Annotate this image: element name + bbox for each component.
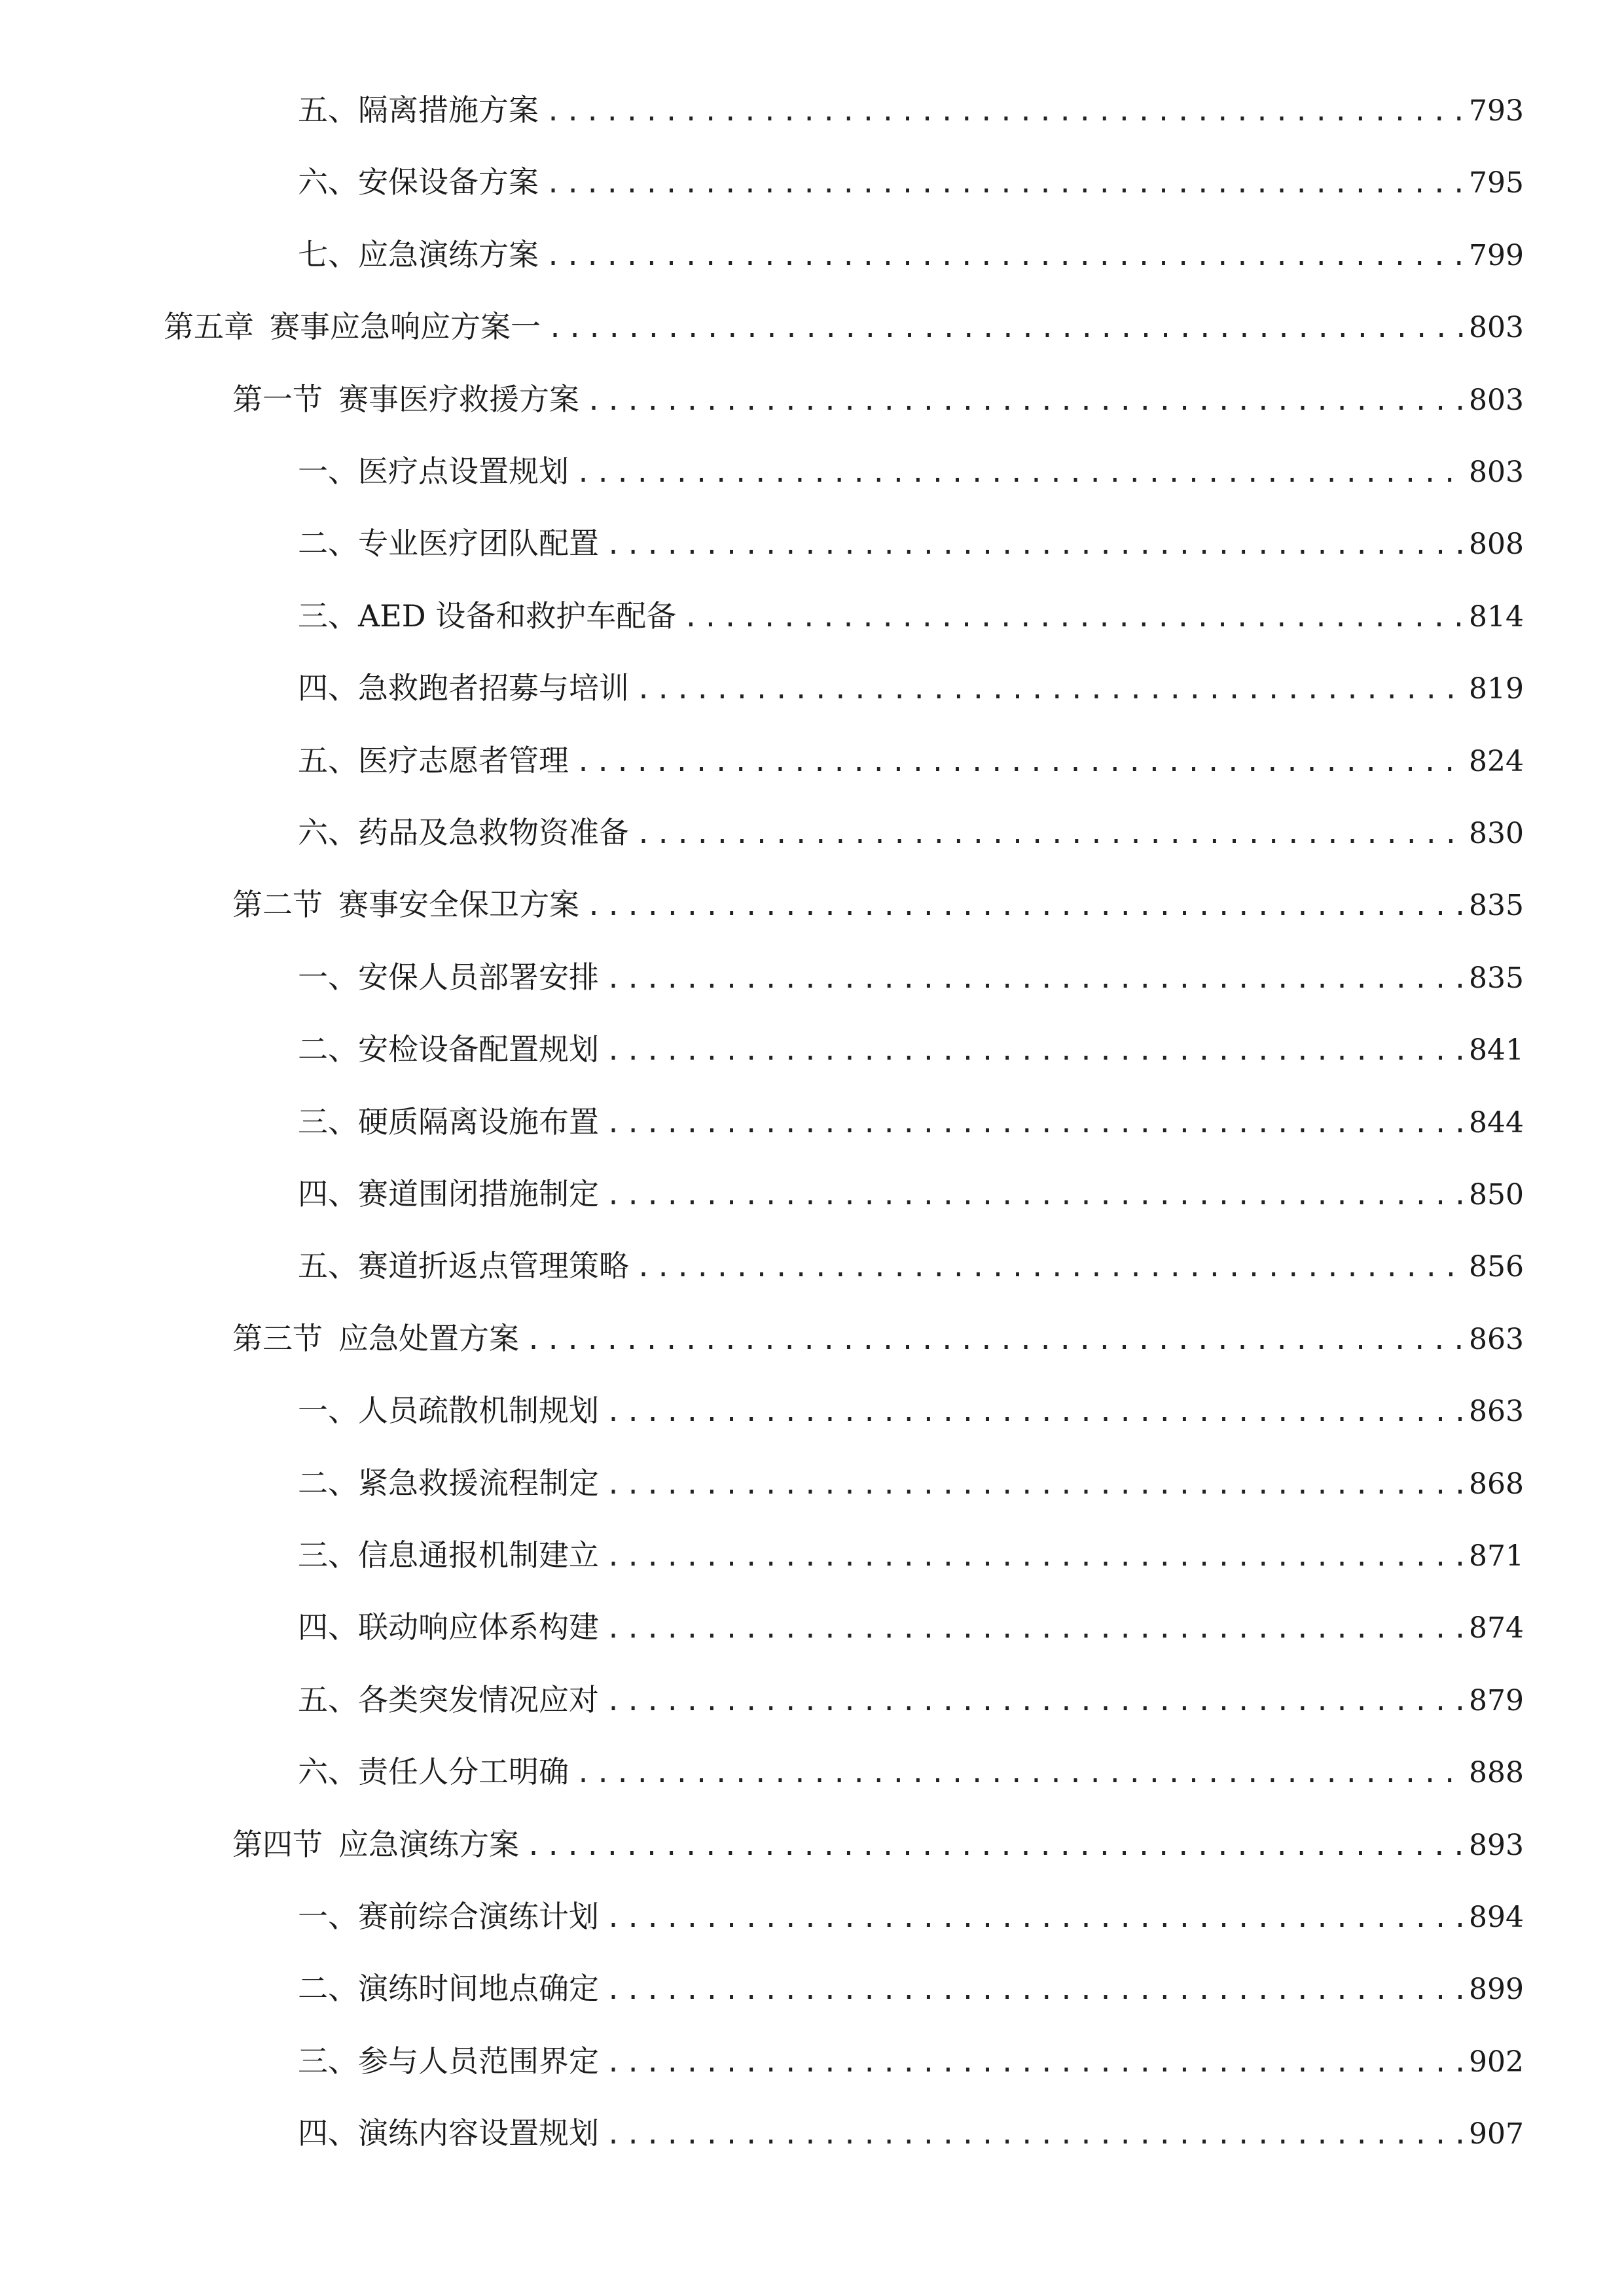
- toc-entry-title: 专业医疗团队配置: [358, 526, 599, 562]
- toc-entry-line: [298, 662, 1524, 716]
- toc-entry[interactable]: [0, 300, 1624, 353]
- toc-entry-number: 二、: [298, 526, 358, 562]
- toc-entry-title: 紧急救援流程制定: [358, 1465, 599, 1501]
- toc-entry-line: [298, 517, 1524, 571]
- toc-entry-number: 三、: [298, 1537, 358, 1573]
- toc-entry-line: [298, 590, 1524, 644]
- toc-entry-page-number: 888: [1469, 1756, 1524, 1790]
- toc-entry-title: 责任人分工明确: [358, 1754, 569, 1790]
- toc-entry-number: 第一节: [232, 381, 323, 417]
- toc-entry[interactable]: [0, 590, 1624, 642]
- dot-leader: [605, 1098, 1465, 1150]
- toc-entry-title: 应急处置方案: [338, 1320, 519, 1356]
- toc-entry-number: 第二节: [232, 887, 323, 923]
- toc-entry-number: 三、: [298, 2043, 358, 2079]
- toc-entry-title: 硬质隔离设施布置: [358, 1103, 599, 1139]
- toc-entry[interactable]: [0, 1601, 1624, 1653]
- toc-entry[interactable]: [0, 1384, 1624, 1437]
- toc-entry[interactable]: [0, 2107, 1624, 2159]
- toc-entry-line: [232, 1312, 1524, 1367]
- toc-entry-line: [298, 1168, 1524, 1222]
- toc-entry-title: 各类突发情况应对: [358, 1681, 599, 1717]
- toc-entry-page-number: 835: [1469, 961, 1524, 995]
- toc-entry[interactable]: [0, 1890, 1624, 1943]
- toc-entry-line: [298, 156, 1524, 210]
- toc-entry-line: [298, 1240, 1524, 1294]
- toc-entry-line: [298, 1962, 1524, 2017]
- toc-entry-title: 安保人员部署安排: [358, 959, 599, 995]
- toc-entry-line: [298, 734, 1524, 789]
- toc-entry-page-number: 856: [1469, 1250, 1524, 1284]
- toc-entry-title: 隔离措施方案: [358, 92, 539, 128]
- toc-entry-page-number: 808: [1469, 528, 1524, 562]
- toc-entry[interactable]: [0, 1674, 1624, 1726]
- dot-leader: [605, 1025, 1465, 1077]
- dot-leader: [605, 1964, 1465, 2017]
- toc-entry[interactable]: [0, 878, 1624, 931]
- toc-entry-title: 赛道围闭措施制定: [358, 1176, 599, 1211]
- dot-leader: [575, 1748, 1465, 1800]
- toc-entry-page-number: 841: [1469, 1033, 1524, 1067]
- dot-leader: [605, 1603, 1465, 1655]
- toc-entry-line: [298, 228, 1524, 283]
- toc-entry-page-number: 850: [1469, 1178, 1524, 1211]
- toc-entry-title: 应急演练方案: [338, 1826, 519, 1862]
- toc-entry-title: 参与人员范围界定: [358, 2043, 599, 2079]
- toc-entry-number: 四、: [298, 2115, 358, 2151]
- toc-entry-title: 演练内容设置规划: [358, 2115, 599, 2151]
- toc-entry-page-number: 899: [1469, 1973, 1524, 2007]
- toc-entry-page-number: 803: [1469, 383, 1524, 417]
- toc-entry-line: [298, 1746, 1524, 1800]
- toc-entry-title: 赛事安全保卫方案: [338, 887, 579, 923]
- toc-entry[interactable]: [0, 517, 1624, 569]
- dot-leader: [605, 1531, 1465, 1583]
- toc-entry[interactable]: [0, 445, 1624, 497]
- toc-entry-number: 第四节: [232, 1826, 323, 1862]
- toc-entry-line: [298, 2107, 1524, 2161]
- dot-leader: [605, 1459, 1465, 1511]
- dot-leader: [636, 808, 1465, 861]
- dot-leader: [586, 375, 1465, 427]
- toc-entry-title: 赛事应急响应方案一: [270, 309, 541, 345]
- dot-leader: [605, 1892, 1465, 1945]
- toc-entry[interactable]: [0, 1529, 1624, 1581]
- toc-entry-title: 赛事医疗救援方案: [338, 381, 579, 417]
- toc-entry-title: 安保设备方案: [358, 164, 539, 200]
- toc-entry-line: [298, 1529, 1524, 1583]
- toc-entry-line: [298, 1601, 1524, 1655]
- toc-entry-line: [298, 1096, 1524, 1150]
- toc-entry[interactable]: [0, 1746, 1624, 1798]
- toc-entry-title: 赛前综合演练计划: [358, 1899, 599, 1934]
- toc-entry-number: 第三节: [232, 1320, 323, 1356]
- toc-entry-page-number: 874: [1469, 1611, 1524, 1645]
- dot-leader: [526, 1314, 1465, 1367]
- toc-entry-number: 五、: [298, 1248, 358, 1284]
- toc-entry[interactable]: [0, 951, 1624, 1003]
- toc-entry[interactable]: [0, 156, 1624, 208]
- toc-entry-line: [298, 445, 1524, 499]
- toc-entry-page-number: 814: [1469, 600, 1524, 634]
- dot-leader: [683, 592, 1465, 644]
- toc-entry-line: [164, 300, 1524, 355]
- toc-entry-page-number: 871: [1469, 1539, 1524, 1573]
- toc-entry-page-number: 894: [1469, 1901, 1524, 1934]
- dot-leader: [586, 880, 1465, 933]
- toc-entry-number: 第五章: [164, 309, 254, 345]
- toc-entry-title: 医疗志愿者管理: [358, 742, 569, 778]
- toc-entry-page-number: 824: [1469, 744, 1524, 778]
- toc-entry-title: 应急演练方案: [358, 236, 539, 272]
- dot-leader: [545, 158, 1465, 210]
- dot-leader: [636, 1242, 1465, 1294]
- dot-leader: [636, 664, 1465, 716]
- toc-entry-page-number: 803: [1469, 456, 1524, 489]
- toc-entry-line: [298, 1384, 1524, 1439]
- toc-entry-number: 五、: [298, 92, 358, 128]
- toc-entry-page-number: 907: [1469, 2117, 1524, 2151]
- toc-entry-line: [298, 1457, 1524, 1511]
- toc-entry-number: 五、: [298, 742, 358, 778]
- toc-entry-page-number: 879: [1469, 1683, 1524, 1717]
- toc-entry-line: [298, 1023, 1524, 1077]
- toc-entry-page-number: 830: [1469, 817, 1524, 850]
- toc-entry[interactable]: [0, 1096, 1624, 1148]
- dot-leader: [605, 1170, 1465, 1222]
- toc-entry-line: [298, 84, 1524, 138]
- toc-entry-page-number: 793: [1469, 94, 1524, 128]
- toc-entry[interactable]: [0, 1023, 1624, 1075]
- toc-entry-title: 医疗点设置规划: [358, 454, 569, 489]
- toc-entry-page-number: 799: [1469, 238, 1524, 272]
- toc-entry-number: 五、: [298, 1681, 358, 1717]
- toc-entry[interactable]: [0, 1312, 1624, 1365]
- toc-entry[interactable]: [0, 84, 1624, 136]
- toc-entry[interactable]: [0, 806, 1624, 859]
- dot-leader: [605, 2109, 1465, 2161]
- dot-leader: [605, 2037, 1465, 2089]
- toc-entry-number: 四、: [298, 670, 358, 706]
- toc-entry-title: 药品及急救物资准备: [358, 815, 629, 850]
- toc-entry[interactable]: [0, 1168, 1624, 1220]
- toc-entry[interactable]: [0, 1818, 1624, 1871]
- toc-entry-number: 二、: [298, 1465, 358, 1501]
- toc-entry-number: 七、: [298, 236, 358, 272]
- toc-entry-line: [298, 1674, 1524, 1728]
- toc-entry-title: 急救跑者招募与培训: [358, 670, 629, 706]
- toc-entry-title: 信息通报机制建立: [358, 1537, 599, 1573]
- dot-leader: [547, 302, 1465, 355]
- toc-entry-number: 一、: [298, 959, 358, 995]
- toc-entry-page-number: 902: [1469, 2045, 1524, 2079]
- toc-entry-title: 演练时间地点确定: [358, 1971, 599, 2007]
- dot-leader: [605, 1386, 1465, 1439]
- toc-entry-page-number: 863: [1469, 1322, 1524, 1356]
- toc-entry-number: 二、: [298, 1971, 358, 2007]
- toc-entry-page-number: 795: [1469, 166, 1524, 200]
- toc-entry-number: 六、: [298, 1754, 358, 1790]
- dot-leader: [575, 447, 1465, 499]
- dot-leader: [545, 86, 1465, 138]
- toc-entry-line: [298, 1890, 1524, 1945]
- toc-entry-page-number: 819: [1469, 672, 1524, 706]
- toc-entry[interactable]: [0, 1457, 1624, 1509]
- toc-entry-number: 一、: [298, 454, 358, 489]
- toc-entry-page-number: 863: [1469, 1395, 1524, 1429]
- dot-leader: [605, 1676, 1465, 1728]
- toc-entry-line: [298, 806, 1524, 861]
- toc-entry[interactable]: [0, 373, 1624, 425]
- toc-entry-number: 六、: [298, 815, 358, 850]
- toc-entry-number: 二、: [298, 1031, 358, 1067]
- toc-entry-title: 联动响应体系构建: [358, 1609, 599, 1645]
- toc-entry-title: 人员疏散机制规划: [358, 1393, 599, 1429]
- dot-leader: [545, 230, 1465, 283]
- toc-entry-line: [232, 878, 1524, 933]
- toc-entry-title: AED 设备和救护车配备: [358, 598, 677, 634]
- toc-entry-line: [232, 373, 1524, 427]
- toc-entry-line: [232, 1818, 1524, 1873]
- dot-leader: [526, 1820, 1465, 1873]
- toc-entry[interactable]: [0, 2035, 1624, 2087]
- toc-entry-page-number: 844: [1469, 1105, 1524, 1139]
- toc-entry-page-number: 893: [1469, 1828, 1524, 1862]
- toc-entry-title: 安检设备配置规划: [358, 1031, 599, 1067]
- toc-entry-line: [298, 2035, 1524, 2089]
- dot-leader: [605, 519, 1465, 571]
- dot-leader: [575, 736, 1465, 789]
- toc-entry-number: 一、: [298, 1899, 358, 1934]
- toc-entry-line: [298, 951, 1524, 1005]
- toc-entry-number: 一、: [298, 1393, 358, 1429]
- toc-entry[interactable]: [0, 662, 1624, 714]
- toc-entry[interactable]: [0, 734, 1624, 787]
- toc-entry-number: 三、: [298, 1103, 358, 1139]
- toc-entry-page-number: 868: [1469, 1467, 1524, 1501]
- toc-entry-page-number: 803: [1469, 311, 1524, 345]
- toc-entry[interactable]: [0, 1240, 1624, 1292]
- toc-entry[interactable]: [0, 228, 1624, 281]
- toc-entry-page-number: 835: [1469, 889, 1524, 923]
- toc-entry[interactable]: [0, 1962, 1624, 2015]
- toc-entry-number: 四、: [298, 1609, 358, 1645]
- dot-leader: [605, 953, 1465, 1005]
- toc-entry-number: 三、: [298, 598, 358, 634]
- toc-entry-title: 赛道折返点管理策略: [358, 1248, 629, 1284]
- toc-entry-number: 四、: [298, 1176, 358, 1211]
- toc-entry-number: 六、: [298, 164, 358, 200]
